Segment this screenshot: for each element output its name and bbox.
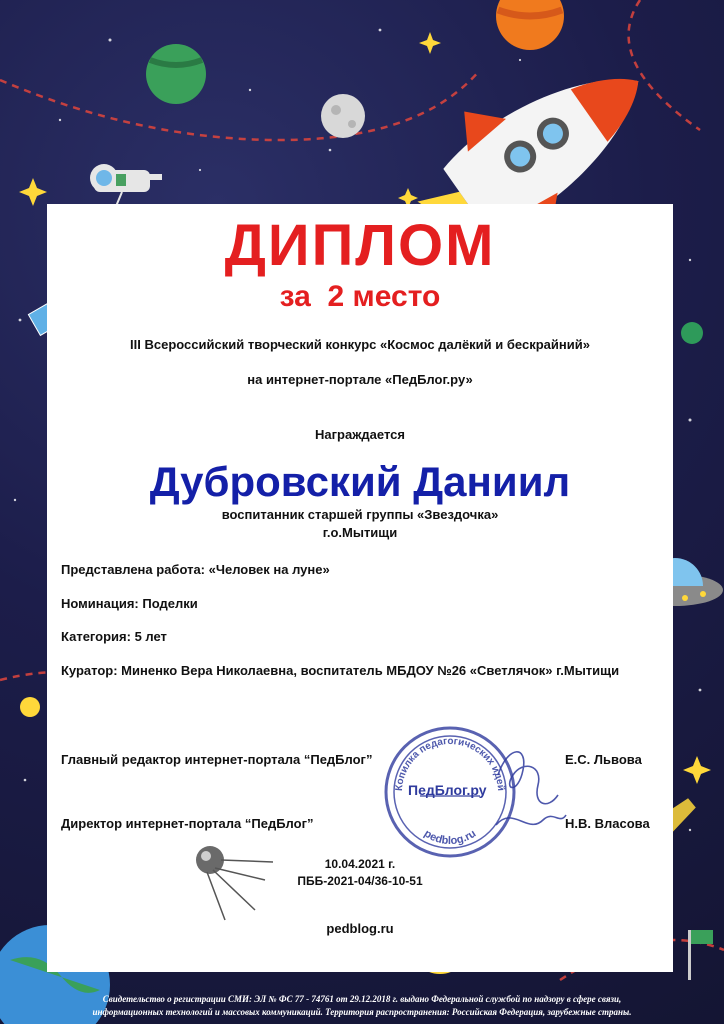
site-link[interactable]: pedblog.ru: [326, 921, 394, 936]
work-line: Представлена работа: «Человек на луне»: [61, 562, 330, 577]
recipient-group: воспитанник старшей группы «Звездочка»: [221, 507, 499, 522]
footer-line-2: информационных технологий и массовых коммуникаций. Территория распространения: Российская Федерация, зарубежные страны.: [92, 1007, 632, 1017]
page-title: ДИПЛОМ: [224, 213, 496, 278]
issue-code: ПББ-2021-04/36-10-51: [297, 874, 423, 888]
nomination-line: Номинация: Поделки: [61, 596, 198, 611]
portal-name: на интернет-портале «ПедБлог.ру»: [247, 372, 473, 387]
contest-name: III Всероссийский творческий конкурс «Космос далёкий и бескрайний»: [130, 337, 590, 352]
editor-name: Е.С. Львова: [565, 752, 642, 767]
recipient-name: Дубровский Даниил: [149, 458, 571, 505]
footer-line-1: Свидетельство о регистрации СМИ: ЭЛ № ФС 77 - 74761 от 29.12.2018 г. выдано Федеральной службой по надзору в сфере связи,: [102, 994, 622, 1004]
curator-line: Куратор: Миненко Вера Николаевна, воспитатель МБДОУ №26 «Светлячок» г.Мытищи: [61, 663, 620, 678]
editor-role: Главный редактор интернет-портала “ПедБлог”: [61, 752, 373, 767]
place-label: за 2 место: [279, 280, 441, 313]
signature-drawing: [488, 735, 568, 845]
stamp-brand: ПедБлог.ру: [408, 782, 487, 798]
category-line: Категория: 5 лет: [61, 629, 167, 644]
awarded-label: Награждается: [315, 427, 405, 442]
director-role: Директор интернет-портала “ПедБлог”: [61, 816, 314, 831]
stamp-ring-text: Копилка педагогических идей: [393, 735, 507, 792]
stamp-url: pedblog.ru: [421, 827, 479, 848]
issue-date: 10.04.2021 г.: [324, 857, 396, 871]
director-name: Н.В. Власова: [565, 816, 650, 831]
recipient-city: г.о.Мытищи: [322, 525, 398, 540]
